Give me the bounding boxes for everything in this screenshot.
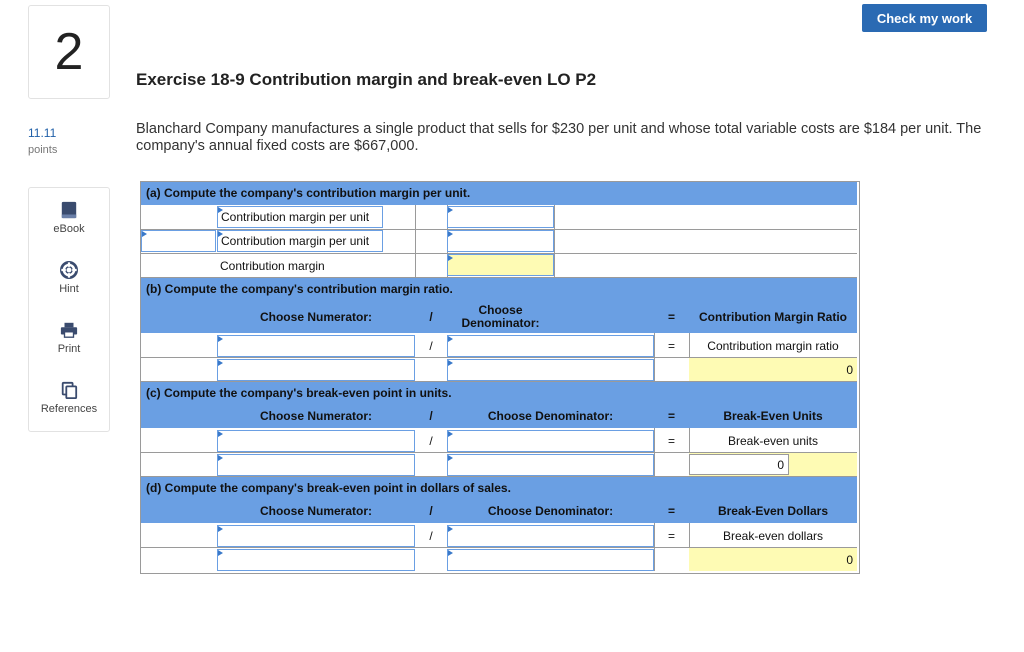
- part-c-numerator-input-2[interactable]: [217, 454, 415, 476]
- part-b-slash-header: /: [415, 301, 447, 333]
- part-b-equals-header: =: [654, 301, 689, 333]
- worksheet-table: [140, 181, 860, 574]
- part-b-header-spacer: [141, 301, 217, 333]
- lifebuoy-icon: [59, 261, 79, 279]
- part-d-header: (d) Compute the company's break-even point in dollars of sales.: [141, 477, 857, 500]
- part-c-result-header: Break-Even Units: [689, 405, 857, 428]
- part-b-header: (b) Compute the company's contribution margin ratio.: [141, 278, 857, 301]
- part-d-denominator-header: Choose Denominator:: [447, 500, 654, 523]
- points-label: points: [28, 144, 58, 156]
- part-b-slash: /: [429, 338, 433, 353]
- print-label: Print: [57, 343, 81, 355]
- part-c-equals: =: [667, 433, 675, 448]
- part-c-result-label: Break-even units: [727, 433, 819, 448]
- part-c-numerator-input[interactable]: [217, 430, 415, 452]
- resource-sidebar: [28, 187, 110, 432]
- part-c-numerator-header: Choose Numerator:: [217, 405, 415, 428]
- part-d-result-label: Break-even dollars: [722, 528, 824, 543]
- hint-label: Hint: [59, 283, 79, 295]
- part-d-slash: /: [429, 528, 433, 543]
- part-c-equals-header: =: [654, 405, 689, 428]
- part-b-denominator-input-2[interactable]: [447, 359, 654, 381]
- part-b-equals: =: [667, 338, 675, 353]
- cm-per-unit-label-field[interactable]: Contribution margin per unit: [217, 206, 383, 228]
- exercise-title: Exercise 18-9 Contribution margin and break-even LO P2: [136, 70, 597, 89]
- cm-per-unit-amount-input-2[interactable]: [447, 230, 554, 252]
- part-c-denominator-input-2[interactable]: [447, 454, 654, 476]
- part-c-header-spacer: [141, 405, 217, 428]
- part-c-slash: /: [429, 433, 433, 448]
- part-d-numerator-header: Choose Numerator:: [217, 500, 415, 523]
- part-d-equals: =: [667, 528, 675, 543]
- cm-per-unit-amount-input[interactable]: [447, 206, 554, 228]
- part-b-header-spacer-2: [554, 301, 654, 333]
- part-b-result-label: Contribution margin ratio: [707, 338, 839, 353]
- part-c-header: (c) Compute the company's break-even point in units.: [141, 382, 857, 405]
- part-b-denominator-input[interactable]: [447, 335, 654, 357]
- cm-per-unit-sign-input[interactable]: [141, 230, 216, 252]
- part-b-numerator-input[interactable]: [217, 335, 415, 357]
- part-a-header: (a) Compute the company's contribution margin per unit.: [141, 182, 857, 205]
- part-d-denominator-input[interactable]: [447, 525, 654, 547]
- part-d-numerator-input-2[interactable]: [217, 549, 415, 571]
- cm-total-label: Contribution margin: [220, 258, 325, 273]
- cm-per-unit-label-field-2[interactable]: Contribution margin per unit: [217, 230, 383, 252]
- part-d-numerator-input[interactable]: [217, 525, 415, 547]
- part-c-slash-header: /: [415, 405, 447, 428]
- ebook-label: eBook: [53, 223, 85, 235]
- printer-icon: [59, 321, 79, 339]
- part-b-numerator-input-2[interactable]: [217, 359, 415, 381]
- print-button[interactable]: [29, 321, 109, 355]
- part-b-result-header: Contribution Margin Ratio: [689, 301, 857, 333]
- book-icon: [60, 201, 78, 219]
- references-label: References: [40, 403, 98, 415]
- part-d-equals-header: =: [654, 500, 689, 523]
- part-b-denominator-header: Choose Denominator:: [447, 301, 554, 333]
- question-number: 2: [28, 5, 110, 99]
- part-c-denominator-header: Choose Denominator:: [447, 405, 654, 428]
- points-value: 11.11: [28, 126, 57, 140]
- copy-icon: [59, 381, 79, 399]
- part-d-slash-header: /: [415, 500, 447, 523]
- part-b-result-value: 0: [689, 358, 857, 381]
- part-b-numerator-header: Choose Numerator:: [217, 301, 415, 333]
- check-my-work-button[interactable]: Check my work: [862, 4, 987, 32]
- part-c-result-value: 0: [689, 454, 789, 475]
- references-button[interactable]: [29, 381, 109, 415]
- problem-description: Blanchard Company manufactures a single product that sells for $230 per unit and whose total variable costs are $184 per unit. The company's annual fixed costs are $667,000.: [136, 121, 982, 154]
- part-c-denominator-input[interactable]: [447, 430, 654, 452]
- part-d-result-header: Break-Even Dollars: [689, 500, 857, 523]
- hint-button[interactable]: [29, 261, 109, 295]
- part-d-result-value: 0: [689, 548, 857, 571]
- ebook-button[interactable]: [29, 201, 109, 235]
- part-d-denominator-input-2[interactable]: [447, 549, 654, 571]
- cm-total-amount-input[interactable]: [447, 254, 554, 276]
- part-d-header-spacer: [141, 500, 217, 523]
